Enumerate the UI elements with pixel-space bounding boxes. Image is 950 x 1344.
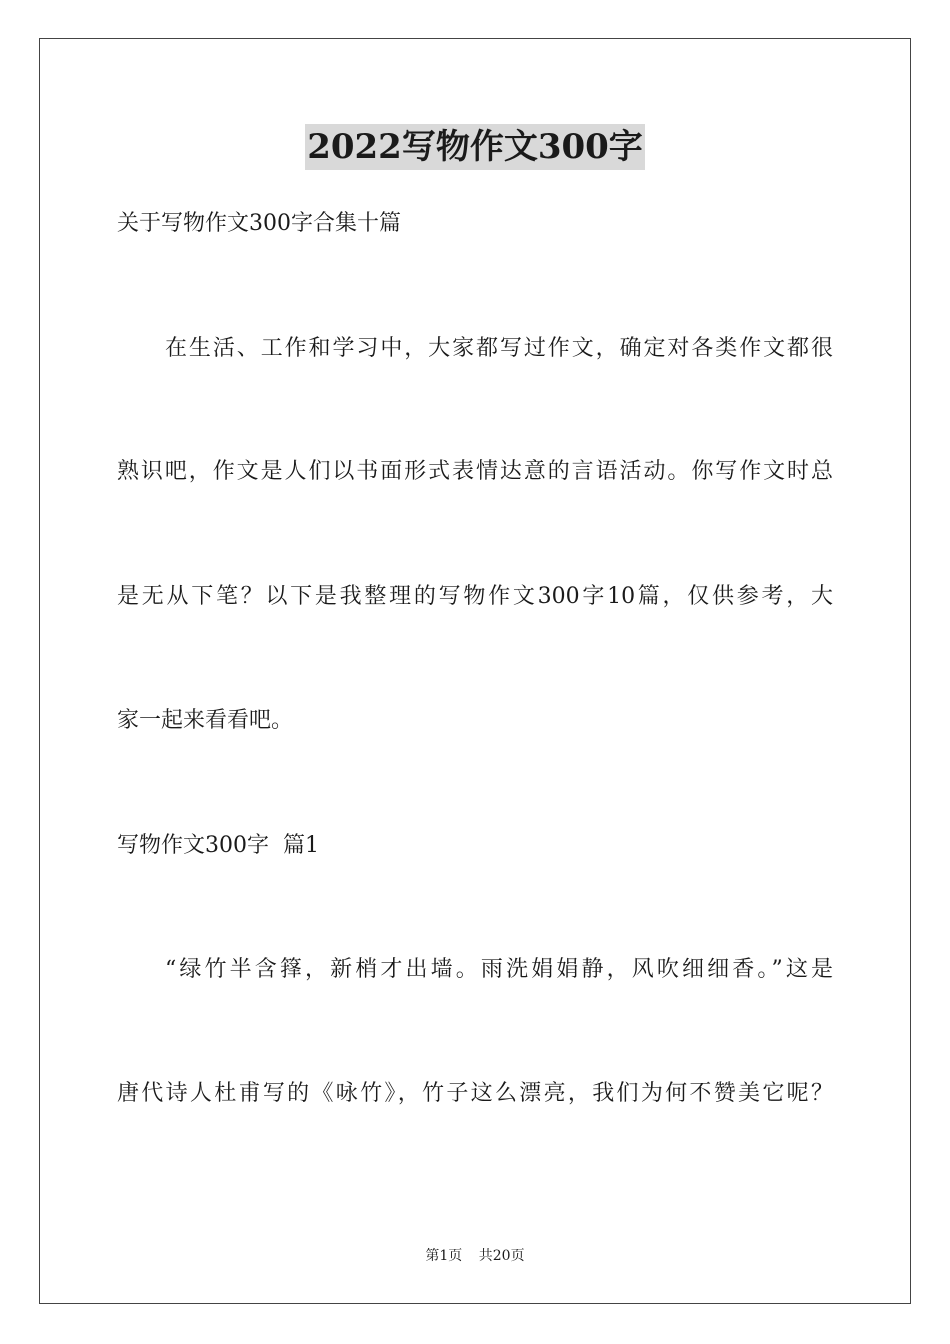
section-heading: 写物作文300字 篇1: [117, 833, 319, 858]
body-line-2: 唐代诗人杜甫写的《咏竹》，竹子这么漂亮，我们为何不赞美它呢？: [117, 1081, 833, 1106]
intro-line-3: 是无从下笔？以下是我整理的写物作文300字10篇，仅供参考，大: [117, 584, 833, 609]
title-container: [0, 124, 950, 170]
intro-line-4: 家一起来看看吧。: [117, 708, 294, 733]
intro-line-1: 在生活、工作和学习中，大家都写过作文，确定对各类作文都很: [165, 336, 833, 361]
page-footer: [0, 1246, 950, 1266]
body-line-1: “绿竹半含箨，新梢才出墙。雨洗娟娟静，风吹细细香。”这是: [165, 957, 833, 982]
intro-line-2: 熟识吧，作文是人们以书面形式表情达意的言语活动。你写作文时总: [117, 459, 833, 484]
document-subtitle: 关于写物作文300字合集十篇: [117, 211, 401, 236]
page-total: 共20页: [478, 1248, 525, 1264]
document-title: 2022写物作文300字: [305, 124, 645, 170]
page-number: 第1页: [425, 1248, 463, 1264]
